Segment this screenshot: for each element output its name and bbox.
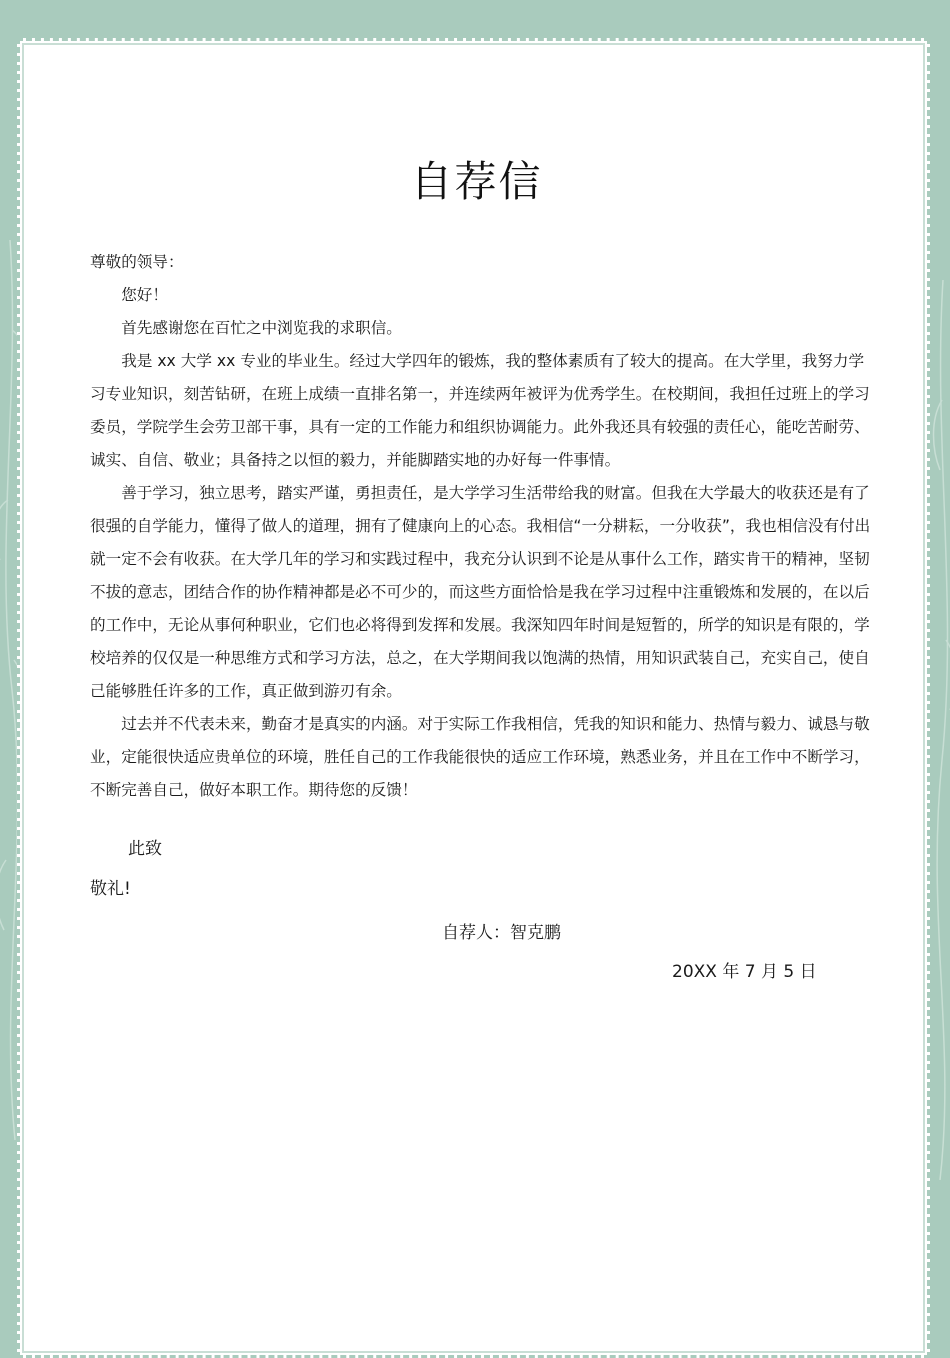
- letter-paper: [17, 38, 930, 1358]
- letter-body: [90, 246, 874, 807]
- leaf-decoration-right: [928, 280, 950, 1180]
- salutation: 尊敬的领导：: [90, 253, 184, 271]
- closing-salute: 敬礼!: [90, 879, 131, 899]
- letter-date: 20XX 年 7 月 5 日: [672, 962, 817, 982]
- closing-phrase: 此致: [128, 839, 162, 859]
- greeting: 您好！: [121, 286, 168, 304]
- paragraph-3: 善于学习，独立思考，踏实严谨，勇担责任，是大学学习生活带给我的财富。但我在大学最大的收获还是有了很强的自学能力，懂得了做人的道理，拥有了健康向上的心态。我相信“一分耕耘，一分收获”，我也相信没有付出就一定不会有收获。在大学几年的学习和实践过程中，我充分认识到不论是从事什么工作，踏实肯干的精神，坚韧不拔的意志，团结合作的协作精神都是必不可少的，而这些方面恰恰是我在学习过程中注重锻炼和发展的，在以后的工作中，无论从事何种职业，它们也必将得到发挥和发展。我深知四年时间是短暂的，所学的知识是有限的，学校培养的仅仅是一种思维方式和学习方法，总之，在大学期间我以饱满的热情，用知识武装自己，充实自己，使自己能够胜任许多的工作，真正做到游刃有余。: [90, 484, 871, 700]
- paragraph-4: 过去并不代表未来，勤奋才是真实的内涵。对于实际工作我相信，凭我的知识和能力、热情与毅力、诚恳与敬业，定能很快适应贵单位的环境，胜任自己的工作我能很快的适应工作环境，熟悉业务，并且在工作中不断学习，不断完善自己，做好本职工作。期待您的反馈！: [90, 715, 870, 799]
- paragraph-2: 我是 xx 大学 xx 专业的毕业生。经过大学四年的锻炼，我的整体素质有了较大的提高。在大学里，我努力学习专业知识，刻苦钻研，在班上成绩一直排名第一，并连续两年被评为优秀学生。在校期间，我担任过班上的学习委员，学院学生会劳卫部干事，具有一定的工作能力和组织协调能力。此外我还具有较强的责任心，能吃苦耐劳、诚实、自信、敬业；具备持之以恒的毅力，并能脚踏实地的办好每一件事情。: [90, 352, 870, 469]
- letter-title: 自荐信: [410, 157, 543, 206]
- signature: 自荐人：智克鹏: [442, 923, 561, 943]
- paragraph-1: 首先感谢您在百忙之中浏览我的求职信。: [121, 319, 402, 337]
